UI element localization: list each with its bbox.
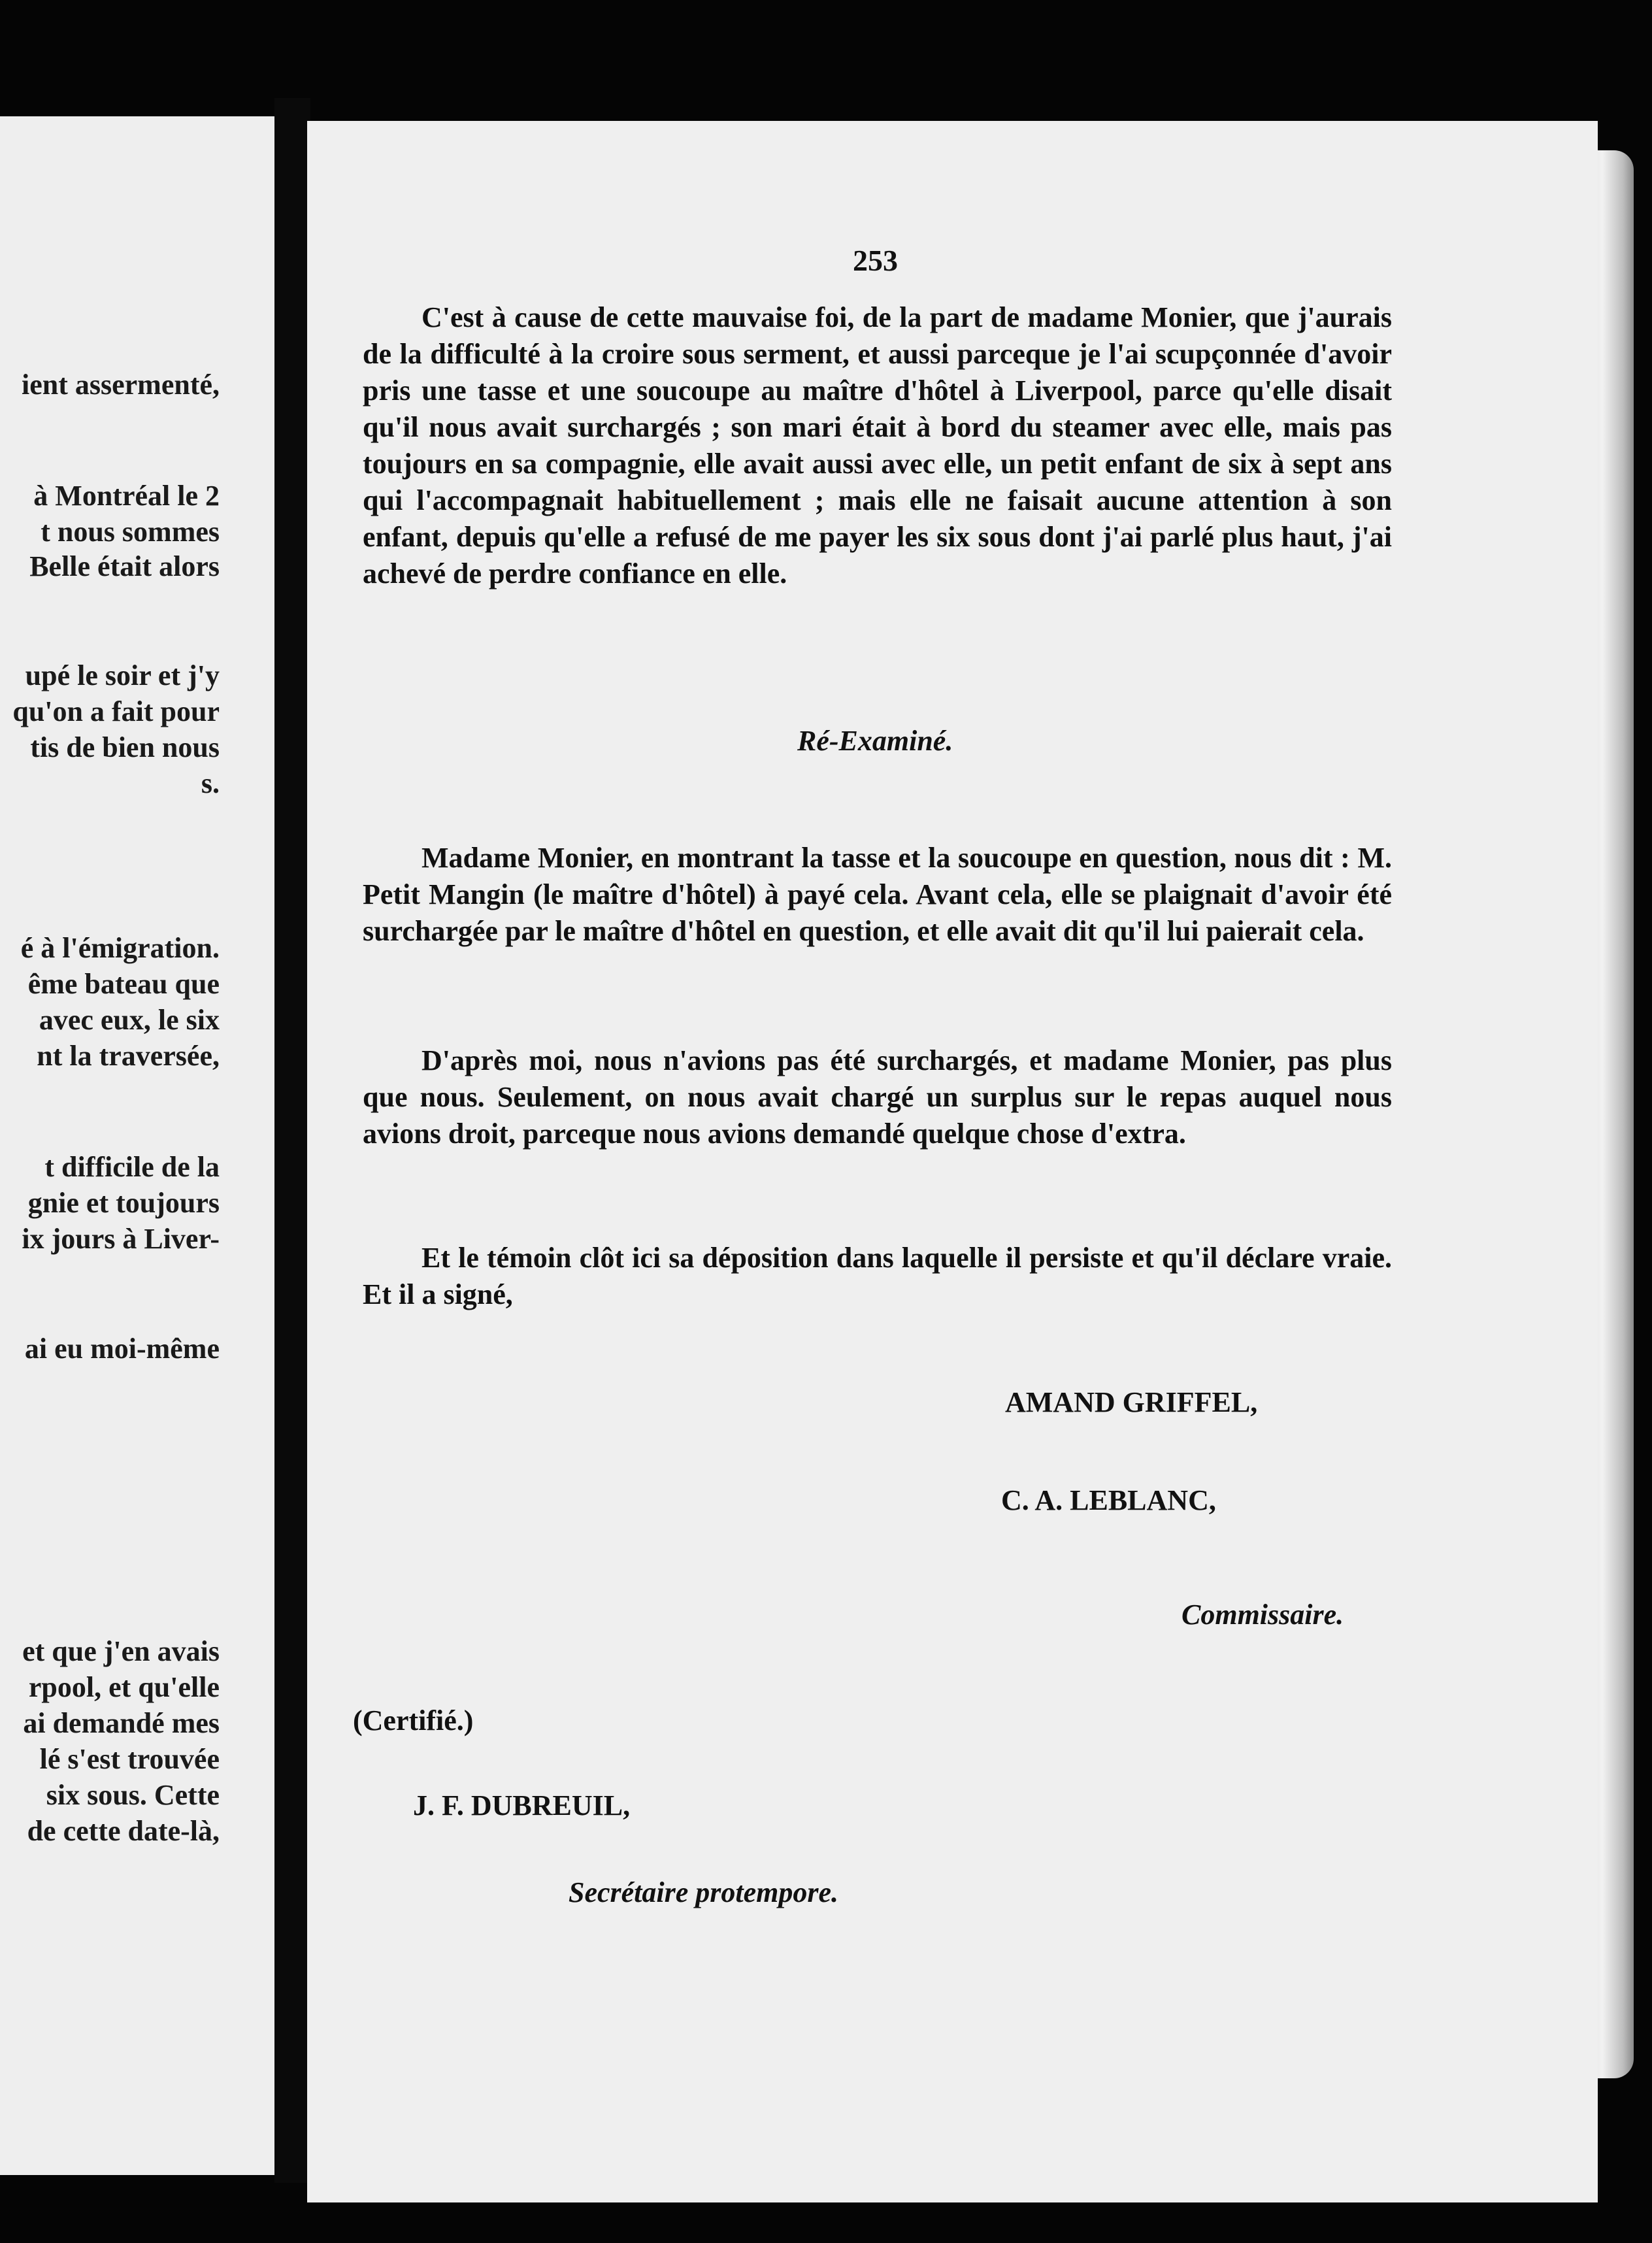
left-text-line: t nous sommes (41, 516, 220, 548)
left-text-line: ême bateau que (27, 968, 220, 1000)
commissioner-title: Commissaire. (1181, 1599, 1344, 1631)
left-text-line: s. (201, 767, 220, 799)
left-text-line: ient assermenté, (21, 369, 220, 401)
left-text-line: avec eux, le six (39, 1004, 220, 1036)
left-text-line: rpool, et qu'elle (28, 1671, 220, 1703)
left-text-line: ix jours à Liver- (22, 1223, 220, 1255)
left-text-line: lé s'est trouvée (39, 1743, 220, 1775)
section-heading: Ré-Examiné. (797, 725, 953, 757)
left-text-line: t difficile de la (44, 1151, 220, 1183)
certified-label: (Certifié.) (353, 1704, 474, 1736)
paragraph-closing: Et le témoin clôt ici sa déposition dans laquelle il persiste et qu'il déclare vraie. Et il a signé, (363, 1242, 1392, 1310)
secretary-signature: J. F. DUBREUIL, (413, 1789, 631, 1821)
left-text-line: ai eu moi-même (24, 1333, 220, 1365)
paragraph-statement: D'après moi, nous n'avions pas été surchargés, et madame Monier, pas plus que nous. Seulement, on nous avait chargé un surplus sur le repas auquel nous avions droit, parceque nous avions demandé quelque chose d'extra. (363, 1044, 1392, 1150)
witness-signature: AMAND GRIFFEL, (1005, 1386, 1258, 1418)
left-page-fragment (0, 116, 274, 2175)
commissioner-signature: C. A. LEBLANC, (1001, 1484, 1216, 1516)
left-text-line: six sous. Cette (46, 1779, 220, 1811)
paragraph-testimony: C'est à cause de cette mauvaise foi, de la part de madame Monier, que j'aurais de la difficulté à la croire sous serment, et aussi parceque je l'ai scupçonnée d'avoir pris une tasse et une soucoupe au maître d'hôtel à Liverpool, parce qu'elle disait qu'il nous avait surchargés ; son mari était à bord du steamer avec elle, mais pas toujours en sa compagnie, elle avait aussi avec elle, un petit enfant de six à sept ans qui l'accompagnait habituellement ; mais elle ne faisait aucune attention à son enfant, depuis qu'elle a refusé de me payer les six sous dont j'ai parlé plus haut, j'ai achevé de perdre confiance en elle. (363, 301, 1392, 590)
left-text-line: nt la traversée, (37, 1040, 220, 1072)
book-gutter (274, 98, 310, 2183)
left-text-line: upé le soir et j'y (25, 659, 220, 691)
left-text-line: tis de bien nous (30, 731, 220, 763)
left-text-line: et que j'en avais (22, 1635, 220, 1667)
left-text-line: de cette date-là, (27, 1815, 220, 1847)
left-text-line: é à l'émigration. (20, 932, 220, 964)
left-text-line: à Montréal le 2 (33, 480, 220, 512)
left-text-line: Belle était alors (29, 550, 220, 582)
left-text-line: ai demandé mes (23, 1707, 220, 1739)
secretary-title: Secrétaire protempore. (569, 1876, 839, 1908)
paragraph-reexamination: Madame Monier, en montrant la tasse et la soucoupe en question, nous dit : M. Petit Mangin (le maître d'hôtel) à payé cela. Avant cela, elle se plaignait d'avoir été surchargée par le maître d'hôtel en question, et elle avait dit qu'il lui paierait cela. (363, 842, 1392, 947)
left-text-line: qu'on a fait pour (12, 695, 220, 727)
page-number: 253 (853, 244, 898, 277)
left-text-line: gnie et toujours (27, 1187, 220, 1219)
